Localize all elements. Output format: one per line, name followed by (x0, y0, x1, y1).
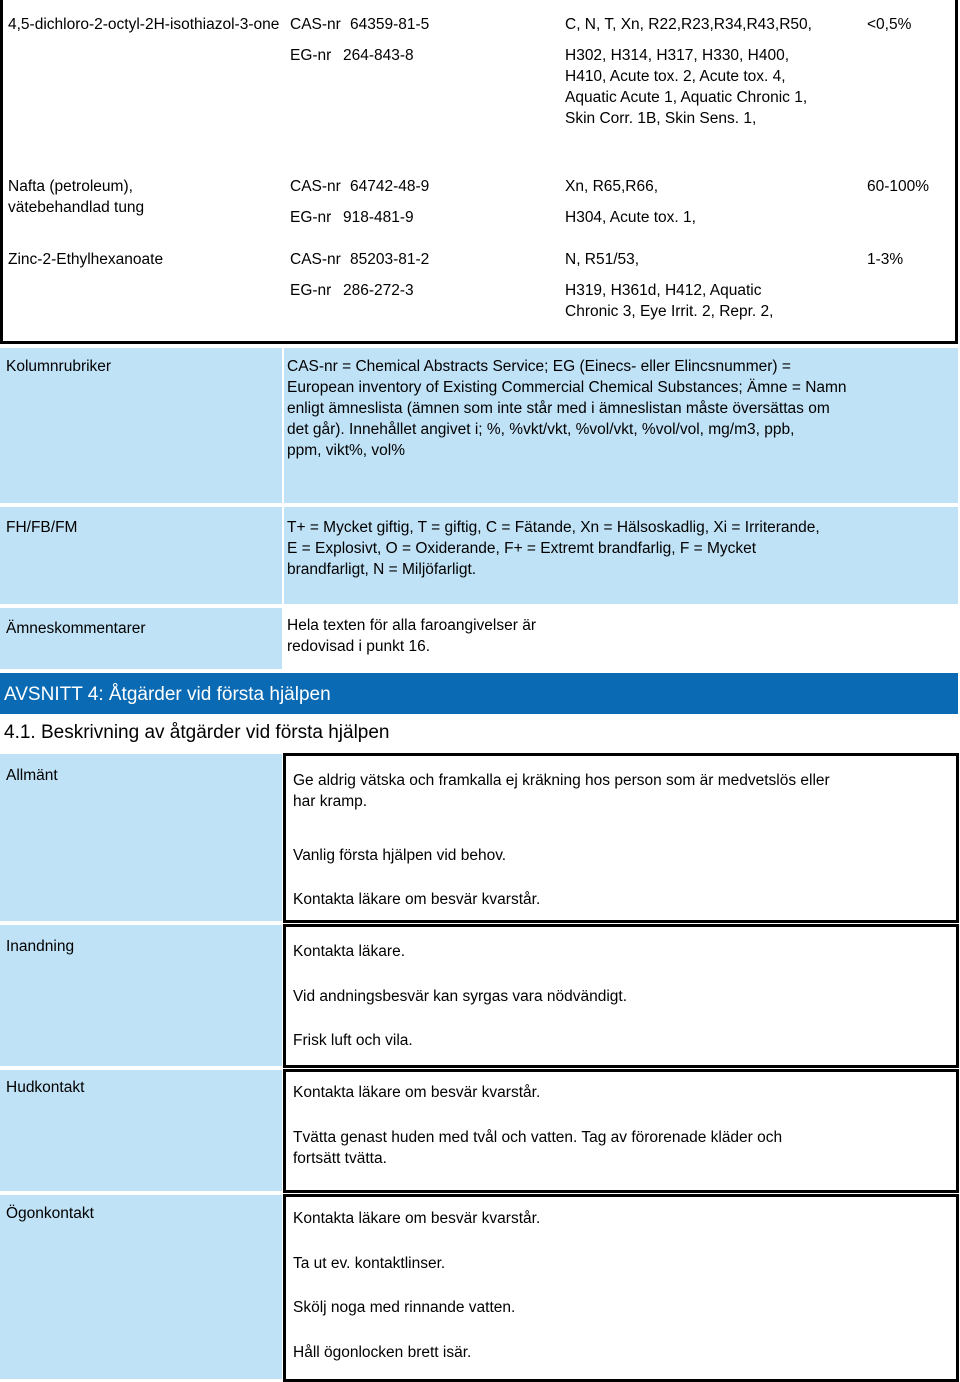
cas-label: CAS-nr (290, 16, 341, 33)
classification-r: N, R51/53, (565, 251, 640, 268)
legend-text-line: European inventory of Existing Commercial Chemical Substances; Ämne = Namn (287, 379, 847, 396)
first-aid-label: Hudkontakt (6, 1079, 85, 1096)
classification-h-line: H410, Acute tox. 2, Acute tox. 4, (565, 68, 786, 85)
first-aid-text-line: fortsätt tvätta. (293, 1150, 387, 1167)
eg-label: EG-nr (290, 282, 332, 299)
legend-text-line: E = Explosivt, O = Oxiderande, F+ = Extremt brandfarlig, F = Mycket (287, 540, 757, 557)
first-aid-label: Ögonkontakt (6, 1205, 94, 1222)
first-aid-text-line: Ge aldrig vätska och framkalla ej kräkning hos person som är medvetslös eller (293, 772, 830, 789)
classification-h-line: Skin Corr. 1B, Skin Sens. 1, (565, 110, 757, 127)
classification-h-line: H302, H314, H317, H330, H400, (565, 47, 790, 64)
substance-name-line: Nafta (petroleum), (8, 178, 133, 195)
eg-label: EG-nr (290, 47, 332, 64)
classification-h-line: H319, H361d, H412, Aquatic (565, 282, 762, 299)
classification-h-line: H304, Acute tox. 1, (565, 209, 696, 226)
substances-table (0, 0, 958, 344)
legend-text-line: T+ = Mycket giftig, T = giftig, C = Fätande, Xn = Hälsoskadlig, Xi = Irriterande, (287, 519, 820, 536)
eg-label: EG-nr (290, 209, 332, 226)
legend-text-line: brandfarligt, N = Miljöfarligt. (287, 561, 477, 578)
eg-number: 918-481-9 (343, 209, 414, 226)
first-aid-text-line: Kontakta läkare. (293, 943, 406, 960)
first-aid-label: Inandning (6, 938, 75, 955)
first-aid-text-line: Kontakta läkare om besvär kvarstår. (293, 1084, 541, 1101)
classification-h-line: Chronic 3, Eye Irrit. 2, Repr. 2, (565, 303, 774, 320)
legend-text-line: redovisad i punkt 16. (287, 638, 431, 655)
content-percentage: <0,5% (867, 16, 912, 33)
legend-text-line: enligt ämneslista (ämnen som inte står med i ämneslistan måste översättas om (287, 400, 830, 417)
first-aid-label: Allmänt (6, 767, 58, 784)
cas-number: 64742-48-9 (350, 178, 430, 195)
legend-label: Kolumnrubriker (6, 358, 112, 375)
first-aid-text-line: har kramp. (293, 793, 368, 810)
first-aid-text-line: Skölj noga med rinnande vatten. (293, 1299, 516, 1316)
legend-label: FH/FB/FM (6, 519, 78, 536)
first-aid-text-line: Frisk luft och vila. (293, 1032, 413, 1049)
legend-text-line: CAS-nr = Chemical Abstracts Service; EG (Einecs- eller Elincsnummer) = (287, 358, 791, 375)
section-header (0, 673, 958, 714)
eg-number: 264-843-8 (343, 47, 414, 64)
first-aid-text-line: Kontakta läkare om besvär kvarstår. (293, 891, 541, 908)
eg-number: 286-272-3 (343, 282, 414, 299)
legend-text-line: det går). Innehållet angivet i; %, %vkt/vkt, %vol/vkt, %vol/vol, mg/m3, ppb, (287, 421, 795, 438)
substance-name-line: vätebehandlad tung (8, 199, 145, 216)
cas-label: CAS-nr (290, 251, 341, 268)
first-aid-text-line: Tvätta genast huden med tvål och vatten. Tag av förorenade kläder och (293, 1129, 783, 1146)
first-aid-text-line: Håll ögonlocken brett isär. (293, 1344, 472, 1361)
first-aid-text-line: Ta ut ev. kontaktlinser. (293, 1255, 446, 1272)
legend-label: Ämneskommentarer (6, 620, 146, 637)
classification-h-line: Aquatic Acute 1, Aquatic Chronic 1, (565, 89, 808, 106)
substance-name: Zinc-2-Ethylhexanoate (8, 251, 164, 268)
cas-number: 64359-81-5 (350, 16, 430, 33)
legend-text-line: ppm, vikt%, vol% (287, 442, 406, 459)
section-title: AVSNITT 4: Åtgärder vid första hjälpen (4, 684, 331, 705)
classification-r: Xn, R65,R66, (565, 178, 659, 195)
content-percentage: 60-100% (867, 178, 930, 195)
first-aid-text-line: Kontakta läkare om besvär kvarstår. (293, 1210, 541, 1227)
section-subtitle: 4.1. Beskrivning av åtgärder vid första hjälpen (4, 722, 390, 743)
substance-name: 4,5-dichloro-2-octyl-2H-isothiazol-3-one (8, 16, 280, 33)
cas-number: 85203-81-2 (350, 251, 430, 268)
classification-r: C, N, T, Xn, R22,R23,R34,R43,R50, (565, 16, 812, 33)
legend-text-line: Hela texten för alla faroangivelser är (287, 617, 536, 634)
first-aid-text-line: Vid andningsbesvär kan syrgas vara nödvändigt. (293, 988, 628, 1005)
cas-label: CAS-nr (290, 178, 341, 195)
first-aid-text-line: Vanlig första hjälpen vid behov. (293, 847, 507, 864)
content-percentage: 1-3% (867, 251, 904, 268)
